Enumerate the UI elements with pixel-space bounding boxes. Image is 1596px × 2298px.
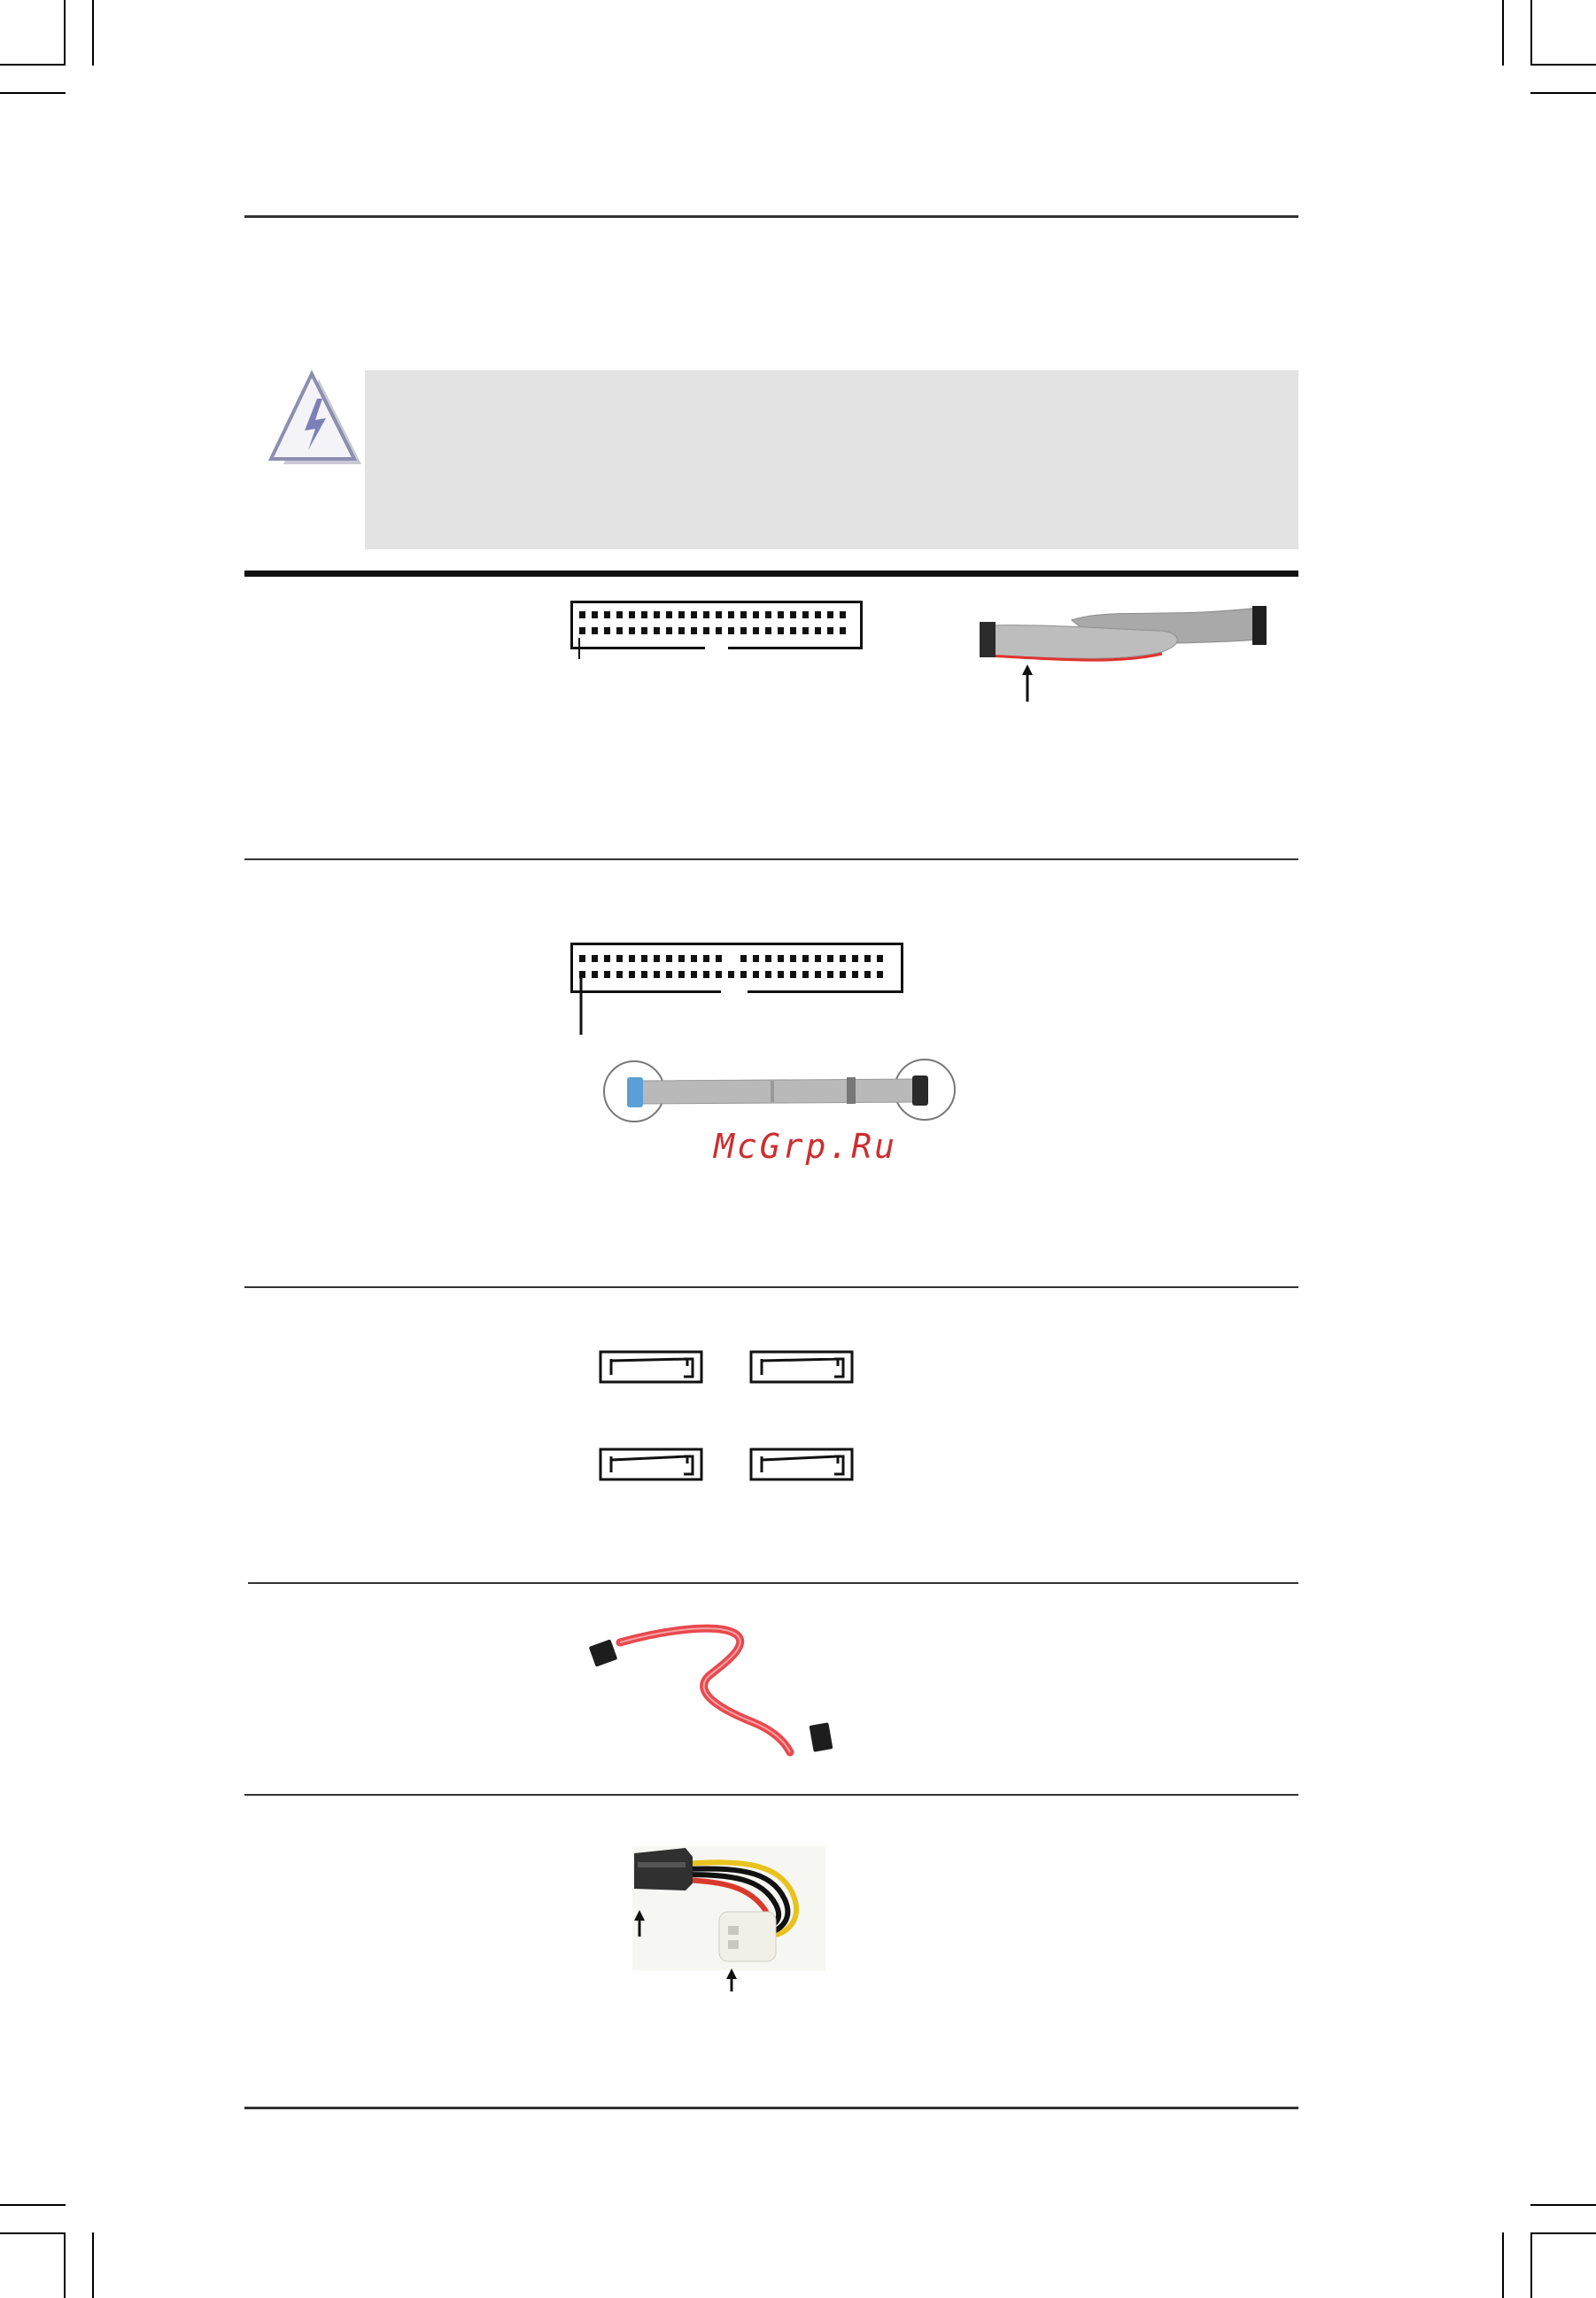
sata-connector-icon [599, 1350, 856, 1481]
warning-triangle-icon [266, 372, 365, 468]
sata-cable-icon [585, 1623, 850, 1756]
sata-power-cable-icon [620, 1834, 833, 1991]
floppy-cable-image [602, 1056, 957, 1125]
header-rule [244, 215, 1298, 218]
section-rule [244, 1794, 1298, 1796]
section-rule-thick [244, 571, 1298, 577]
section-rule [244, 1286, 1298, 1288]
warning-box [365, 370, 1298, 549]
section-rule [248, 1582, 1298, 1584]
section-rule [244, 858, 1298, 860]
watermark: McGrp.Ru [714, 1127, 898, 1166]
ide-header-icon [570, 601, 863, 659]
footer-rule [244, 2107, 1298, 2109]
floppy-header-icon [570, 943, 903, 1035]
ide-ribbon-cable-image [974, 599, 1275, 705]
